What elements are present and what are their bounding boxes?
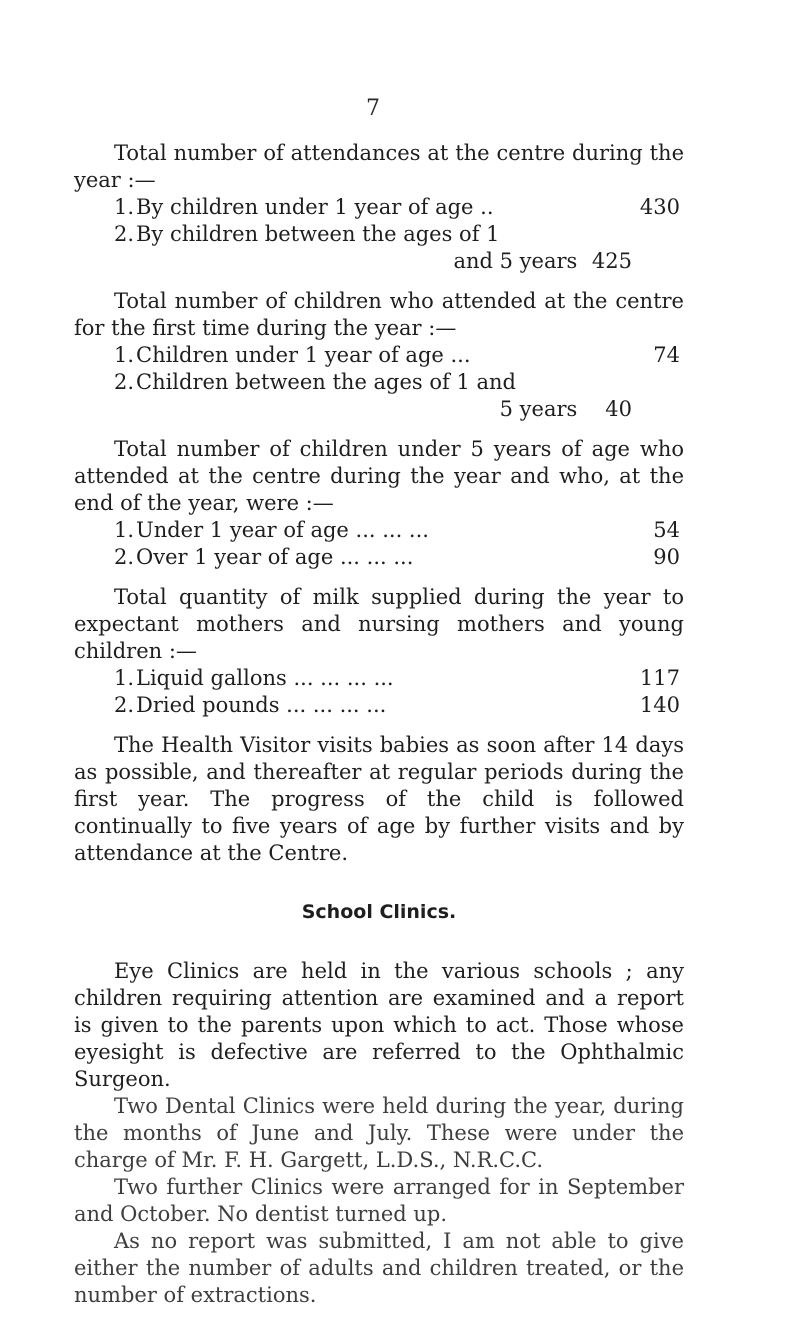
further-clinics-paragraph: Two further Clinics were arranged for in September and October. No dentist turned up. bbox=[74, 1175, 684, 1226]
item-number: 2. bbox=[114, 370, 135, 394]
list-item bbox=[74, 544, 684, 571]
item-label-continued: and 5 years bbox=[453, 249, 578, 273]
item-number: 2. bbox=[114, 693, 135, 717]
item-value: 430 bbox=[639, 195, 680, 219]
item-label: Over 1 year of age ... ... ... bbox=[136, 545, 414, 569]
document-body bbox=[74, 140, 684, 1309]
item-label: Liquid gallons ... ... ... ... bbox=[136, 666, 394, 690]
item-value: 117 bbox=[639, 666, 680, 690]
item-number: 2. bbox=[114, 545, 135, 569]
section-heading: School Clinics. bbox=[301, 901, 457, 923]
attendances-intro: Total number of attendances at the centre during the year :— bbox=[74, 141, 684, 192]
first-time-intro: Total number of children who attended at the centre for the first time during the year :— bbox=[74, 289, 684, 340]
item-number: 1. bbox=[114, 195, 135, 219]
list-item bbox=[74, 517, 684, 544]
eye-clinics-paragraph: Eye Clinics are held in the various schools ; any children requiring attention are examined and a report is given to the parents upon which to act. Those whose eyesight is defective are referred to the Ophthalmic Surgeon. bbox=[74, 959, 684, 1091]
list-item bbox=[74, 194, 684, 221]
item-label: By children between the ages of 1 bbox=[136, 222, 500, 246]
item-label: Children under 1 year of age ... bbox=[136, 343, 471, 367]
list-item bbox=[74, 221, 684, 248]
list-item-continuation bbox=[74, 396, 684, 423]
page-number: 7 bbox=[366, 96, 380, 121]
list-item bbox=[74, 665, 684, 692]
under-five-intro: Total number of children under 5 years of age who attended at the centre during the year and who, at the end of the year, were :— bbox=[74, 437, 684, 515]
list-item bbox=[74, 369, 684, 396]
list-item bbox=[74, 342, 684, 369]
item-label-continued: 5 years bbox=[499, 397, 578, 421]
list-item bbox=[74, 692, 684, 719]
item-value: 40 bbox=[605, 397, 632, 421]
dental-clinics-paragraph: Two Dental Clinics were held during the year, during the months of June and July. These were under the charge of Mr. F. H. Gargett, L.D.S., N.R.C.C. bbox=[74, 1094, 684, 1172]
item-number: 1. bbox=[114, 343, 135, 367]
milk-intro: Total quantity of milk supplied during the year to expectant mothers and nursing mothers and young children :— bbox=[74, 585, 684, 663]
item-number: 1. bbox=[114, 518, 135, 542]
no-report-paragraph: As no report was submitted, I am not able to give either the number of adults and children treated, or the number of extractions. bbox=[74, 1229, 684, 1307]
item-label: Under 1 year of age ... ... ... bbox=[136, 518, 429, 542]
item-label: Children between the ages of 1 and bbox=[136, 370, 516, 394]
item-value: 90 bbox=[653, 545, 680, 569]
item-value: 425 bbox=[591, 249, 632, 273]
health-visitor-paragraph: The Health Visitor visits babies as soon after 14 days as possible, and thereafter at regular periods during the first year. The progress of the child is followed continually to five years of age by further visits and by attendance at the Centre. bbox=[74, 733, 684, 865]
item-value: 140 bbox=[639, 693, 680, 717]
item-number: 1. bbox=[114, 666, 135, 690]
item-label: Dried pounds ... ... ... ... bbox=[136, 693, 387, 717]
item-number: 2. bbox=[114, 222, 135, 246]
list-item-continuation bbox=[74, 248, 684, 275]
item-value: 54 bbox=[653, 518, 680, 542]
item-label: By children under 1 year of age .. bbox=[136, 195, 494, 219]
item-value: 74 bbox=[653, 343, 680, 367]
